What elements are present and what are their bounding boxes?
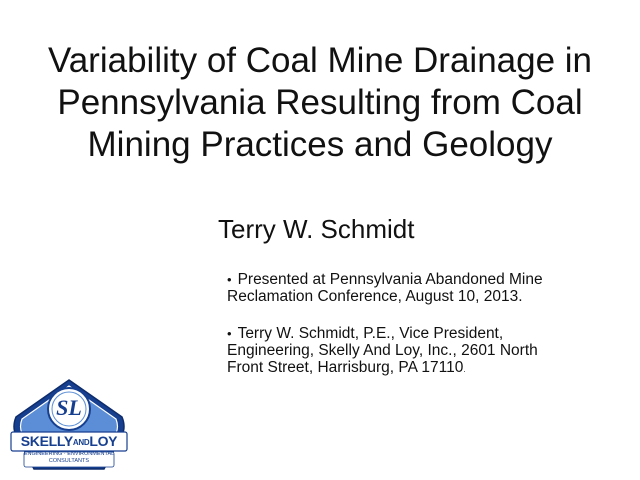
bullet-affiliation: [227, 325, 627, 378]
bullet-text: Front Street, Harrisburg, PA 17110: [227, 359, 464, 376]
bullet-text: Engineering, Skelly And Loy, Inc., 2601 North: [227, 342, 538, 359]
bullet-list: [227, 271, 627, 398]
bullet-text: Terry W. Schmidt, P.E., Vice President,: [237, 325, 504, 342]
author-name: Terry W. Schmidt: [218, 214, 415, 244]
skelly-and-loy-logo: [4, 377, 134, 473]
title-line-3: Mining Practices and Geology: [87, 125, 553, 164]
logo-name-and: AND: [72, 438, 90, 447]
bullet-dot-icon: •: [227, 272, 232, 287]
logo-company-name: [10, 433, 128, 451]
logo-subtitle-line1: ENGINEERING · ENVIRONMENTAL: [23, 451, 115, 457]
bullet-line: [227, 359, 627, 378]
logo-monogram: SL: [56, 395, 82, 420]
logo-text: [10, 433, 128, 465]
title-line-1: Variability of Coal Mine Drainage in: [47, 41, 593, 80]
bullet-dot-icon: •: [227, 326, 232, 341]
logo-name-part2: LOY: [89, 433, 118, 449]
logo-name-part1: SKELLY: [20, 433, 73, 449]
bullet-trailing-period: .: [463, 365, 466, 374]
title-line-2: Pennsylvania Resulting from Coal: [57, 83, 583, 122]
logo-subtitle-line2: CONSULTANTS: [48, 458, 90, 464]
bullet-text: Reclamation Conference, August 10, 2013.: [227, 288, 523, 305]
bullet-line: [227, 271, 627, 288]
bullet-text: Presented at Pennsylvania Abandoned Mine: [237, 271, 543, 288]
bullet-line: [227, 325, 627, 342]
bullet-presentation: [227, 271, 627, 305]
slide-title: [20, 40, 620, 166]
